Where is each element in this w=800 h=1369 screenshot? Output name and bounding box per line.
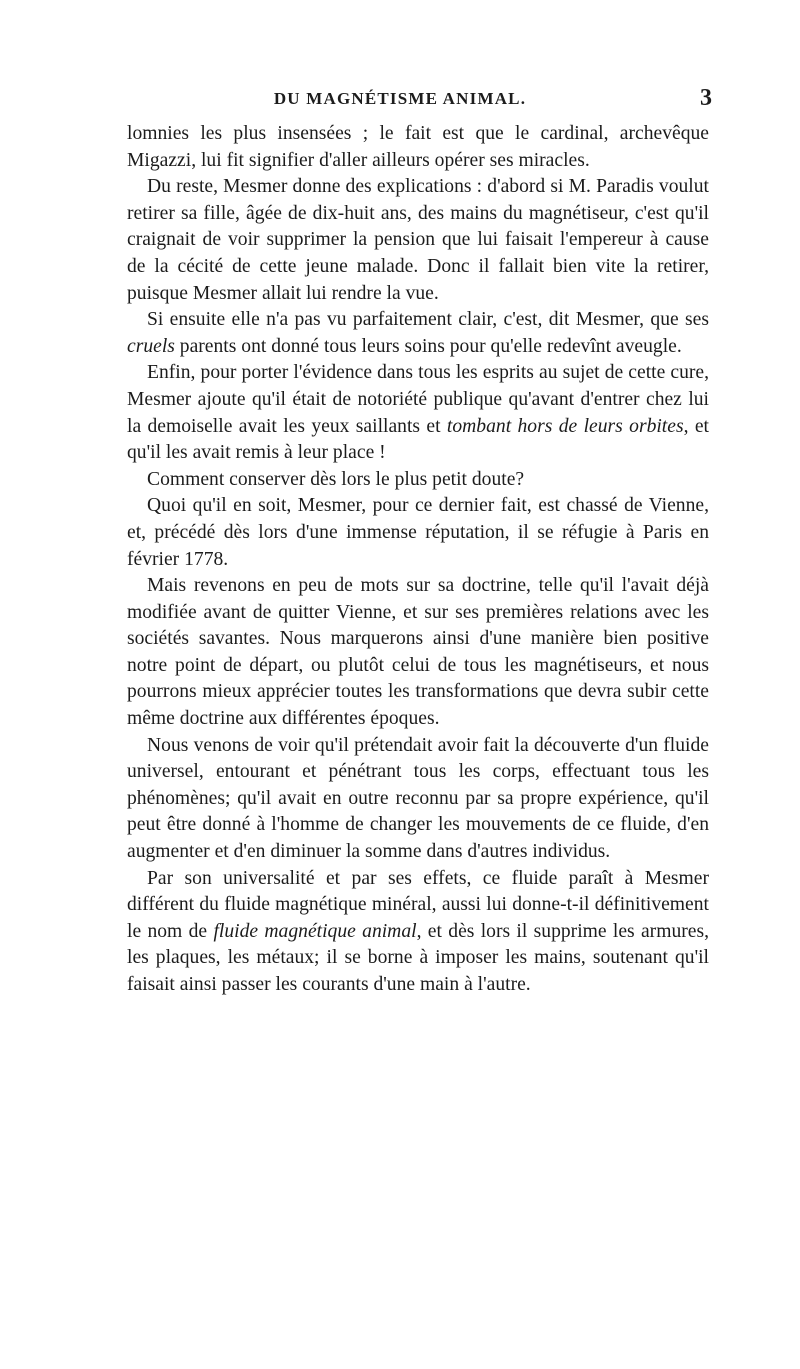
italic-phrase: cruels (127, 335, 175, 357)
italic-phrase: tombant hors de leurs orbites (446, 415, 684, 437)
italic-phrase: fluide magnétique animal (213, 920, 417, 942)
paragraph (127, 121, 709, 174)
paragraph (127, 866, 709, 999)
text-run: parents ont donné tous leurs soins pour qu'elle redevînt aveugle. (174, 335, 682, 357)
text-run: lomnies les plus insensées ; le fait est que le cardinal, archevêque Migazzi, lui fit signifier d'aller ailleurs opérer ses miracles. (127, 123, 709, 171)
text-run: Nous venons de voir qu'il prétendait avoir fait la découverte d'un fluide universel, entourant et pénétrant tous les corps, effectuant tous les phénomènes; qu'il avait en outre reconnu par sa propre expérience, qu'il peut être donné à l'homme de changer les mouvements de ce fluide, d'en augmenter et d'en diminuer la somme dans d'autres individus. (127, 734, 709, 863)
text-run: , et dès lors il supprime les armures, les plaques, les métaux; il se borne à imposer les mains, soutenant qu'il faisait ainsi passer les courants d'une main à l'autre. (127, 920, 709, 995)
paragraph (127, 174, 709, 307)
paragraph (127, 307, 709, 360)
text-run: Si ensuite elle n'a pas vu parfaitement clair, c'est, dit Mesmer, que ses (147, 309, 709, 331)
text-run: , et qu'il les avait remis à leur place ! (127, 415, 709, 464)
text-run: Comment conserver dès lors le plus petit doute? (147, 468, 525, 490)
body-text (127, 121, 709, 999)
text-run: Quoi qu'il en soit, Mesmer, pour ce dernier fait, est chassé de Vienne, et, précédé dès lors d'une immense réputation, il se réfugie à Paris en février 1778. (127, 495, 709, 570)
paragraph (127, 467, 709, 494)
text-run: Du reste, Mesmer donne des explications : d'abord si M. Paradis voulut retirer sa fille, âgée de dix-huit ans, des mains du magnétiseur, c'est qu'il craignait de voir supprimer la pension que lui faisait l'empereur à cause de la cécité de cette jeune malade. Donc il fallait bien vite la retirer, puisque Mesmer allait lui rendre la vue. (127, 176, 709, 304)
text-run: Mais revenons en peu de mots sur sa doctrine, telle qu'il l'avait déjà modifiée avant de quitter Vienne, et sur ses premières relations avec les sociétés savantes. Nous marquerons ainsi d'une manière bien positive notre point de départ, ou plutôt celui de tous les magnétiseurs, et nous pourrons mieux apprécier toutes les transformations que devra subir cette même doctrine aux différentes époques. (127, 575, 709, 730)
page-number: 3 (700, 85, 712, 111)
running-title: DU MAGNÉTISME ANIMAL. (273, 89, 527, 108)
paragraph (127, 573, 709, 733)
paragraph (127, 733, 709, 866)
text-run: Par son universalité et par ses effets, ce fluide paraît à Mesmer différent du fluide magnétique minéral, aussi lui donne-t-il définitivement le nom de (127, 867, 709, 942)
text-run: Enfin, pour porter l'évidence dans tous les esprits au sujet de cette cure, Mesmer ajoute qu'il était de notoriété publique qu'avant d'entrer chez lui la demoiselle avait les yeux saillants et (127, 362, 709, 437)
running-head (0, 85, 800, 115)
paragraph (127, 493, 709, 573)
paragraph (127, 360, 709, 466)
